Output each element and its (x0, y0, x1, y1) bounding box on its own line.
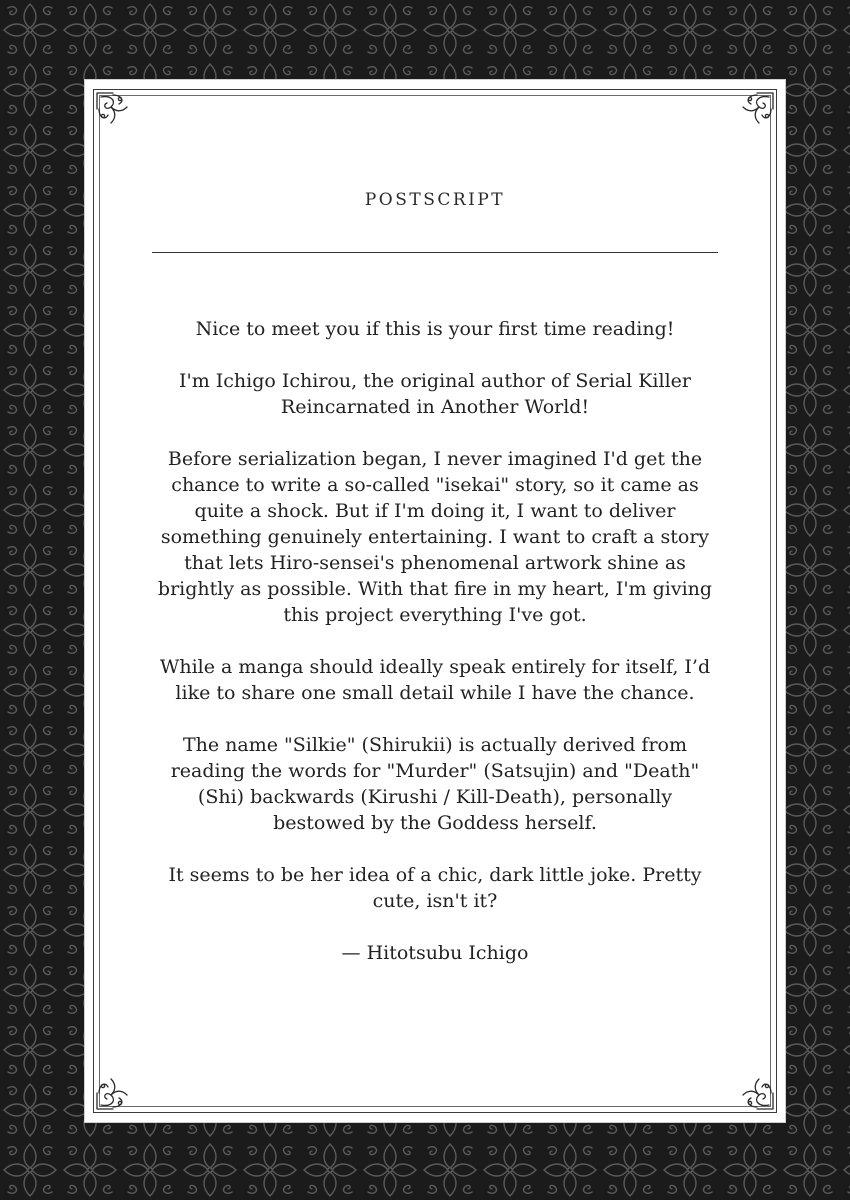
paragraph-detail-intro: While a manga should ideally speak entirely for itself, I’d like to share one small detail while I have the chance. (159, 656, 711, 704)
author-signature: — Hitotsubu Ichigo (341, 942, 529, 964)
flourish-corner-icon (93, 89, 135, 131)
flourish-corner-icon (735, 89, 777, 131)
paragraph-silkie-name: The name "Silkie" (Shirukii) is actually derived from reading the words for "Murder" (Satsujin) and "Death" (Shi) backwards (Kirushi / Kill-Death), personally bestowed by the Goddess herself. (170, 734, 700, 834)
paragraph-introduction: I'm Ichigo Ichirou, the original author of Serial Killer Reincarnated in Another World! (179, 370, 691, 418)
paragraph-serialization: Before serialization began, I never imagined I'd get the chance to write a so-called "isekai" story, so it came as quite a shock. But if I'm doing it, I want to deliver something genuinely entertaining. I want to craft a story that lets Hiro-sensei's phenomenal artwork shine as brightly as possible. With that fire in my heart, I'm giving this project everything I've got. (157, 448, 713, 626)
title-divider (152, 252, 718, 253)
flourish-corner-icon (93, 1071, 135, 1113)
paragraph-joke: It seems to be her idea of a chic, dark little joke. Pretty cute, isn't it? (168, 864, 702, 912)
page-title: POSTSCRIPT (364, 190, 506, 210)
postscript-body (155, 316, 715, 966)
paragraph-greeting: Nice to meet you if this is your first time reading! (195, 318, 675, 340)
postscript-card (85, 80, 785, 1122)
flourish-corner-icon (735, 1071, 777, 1113)
